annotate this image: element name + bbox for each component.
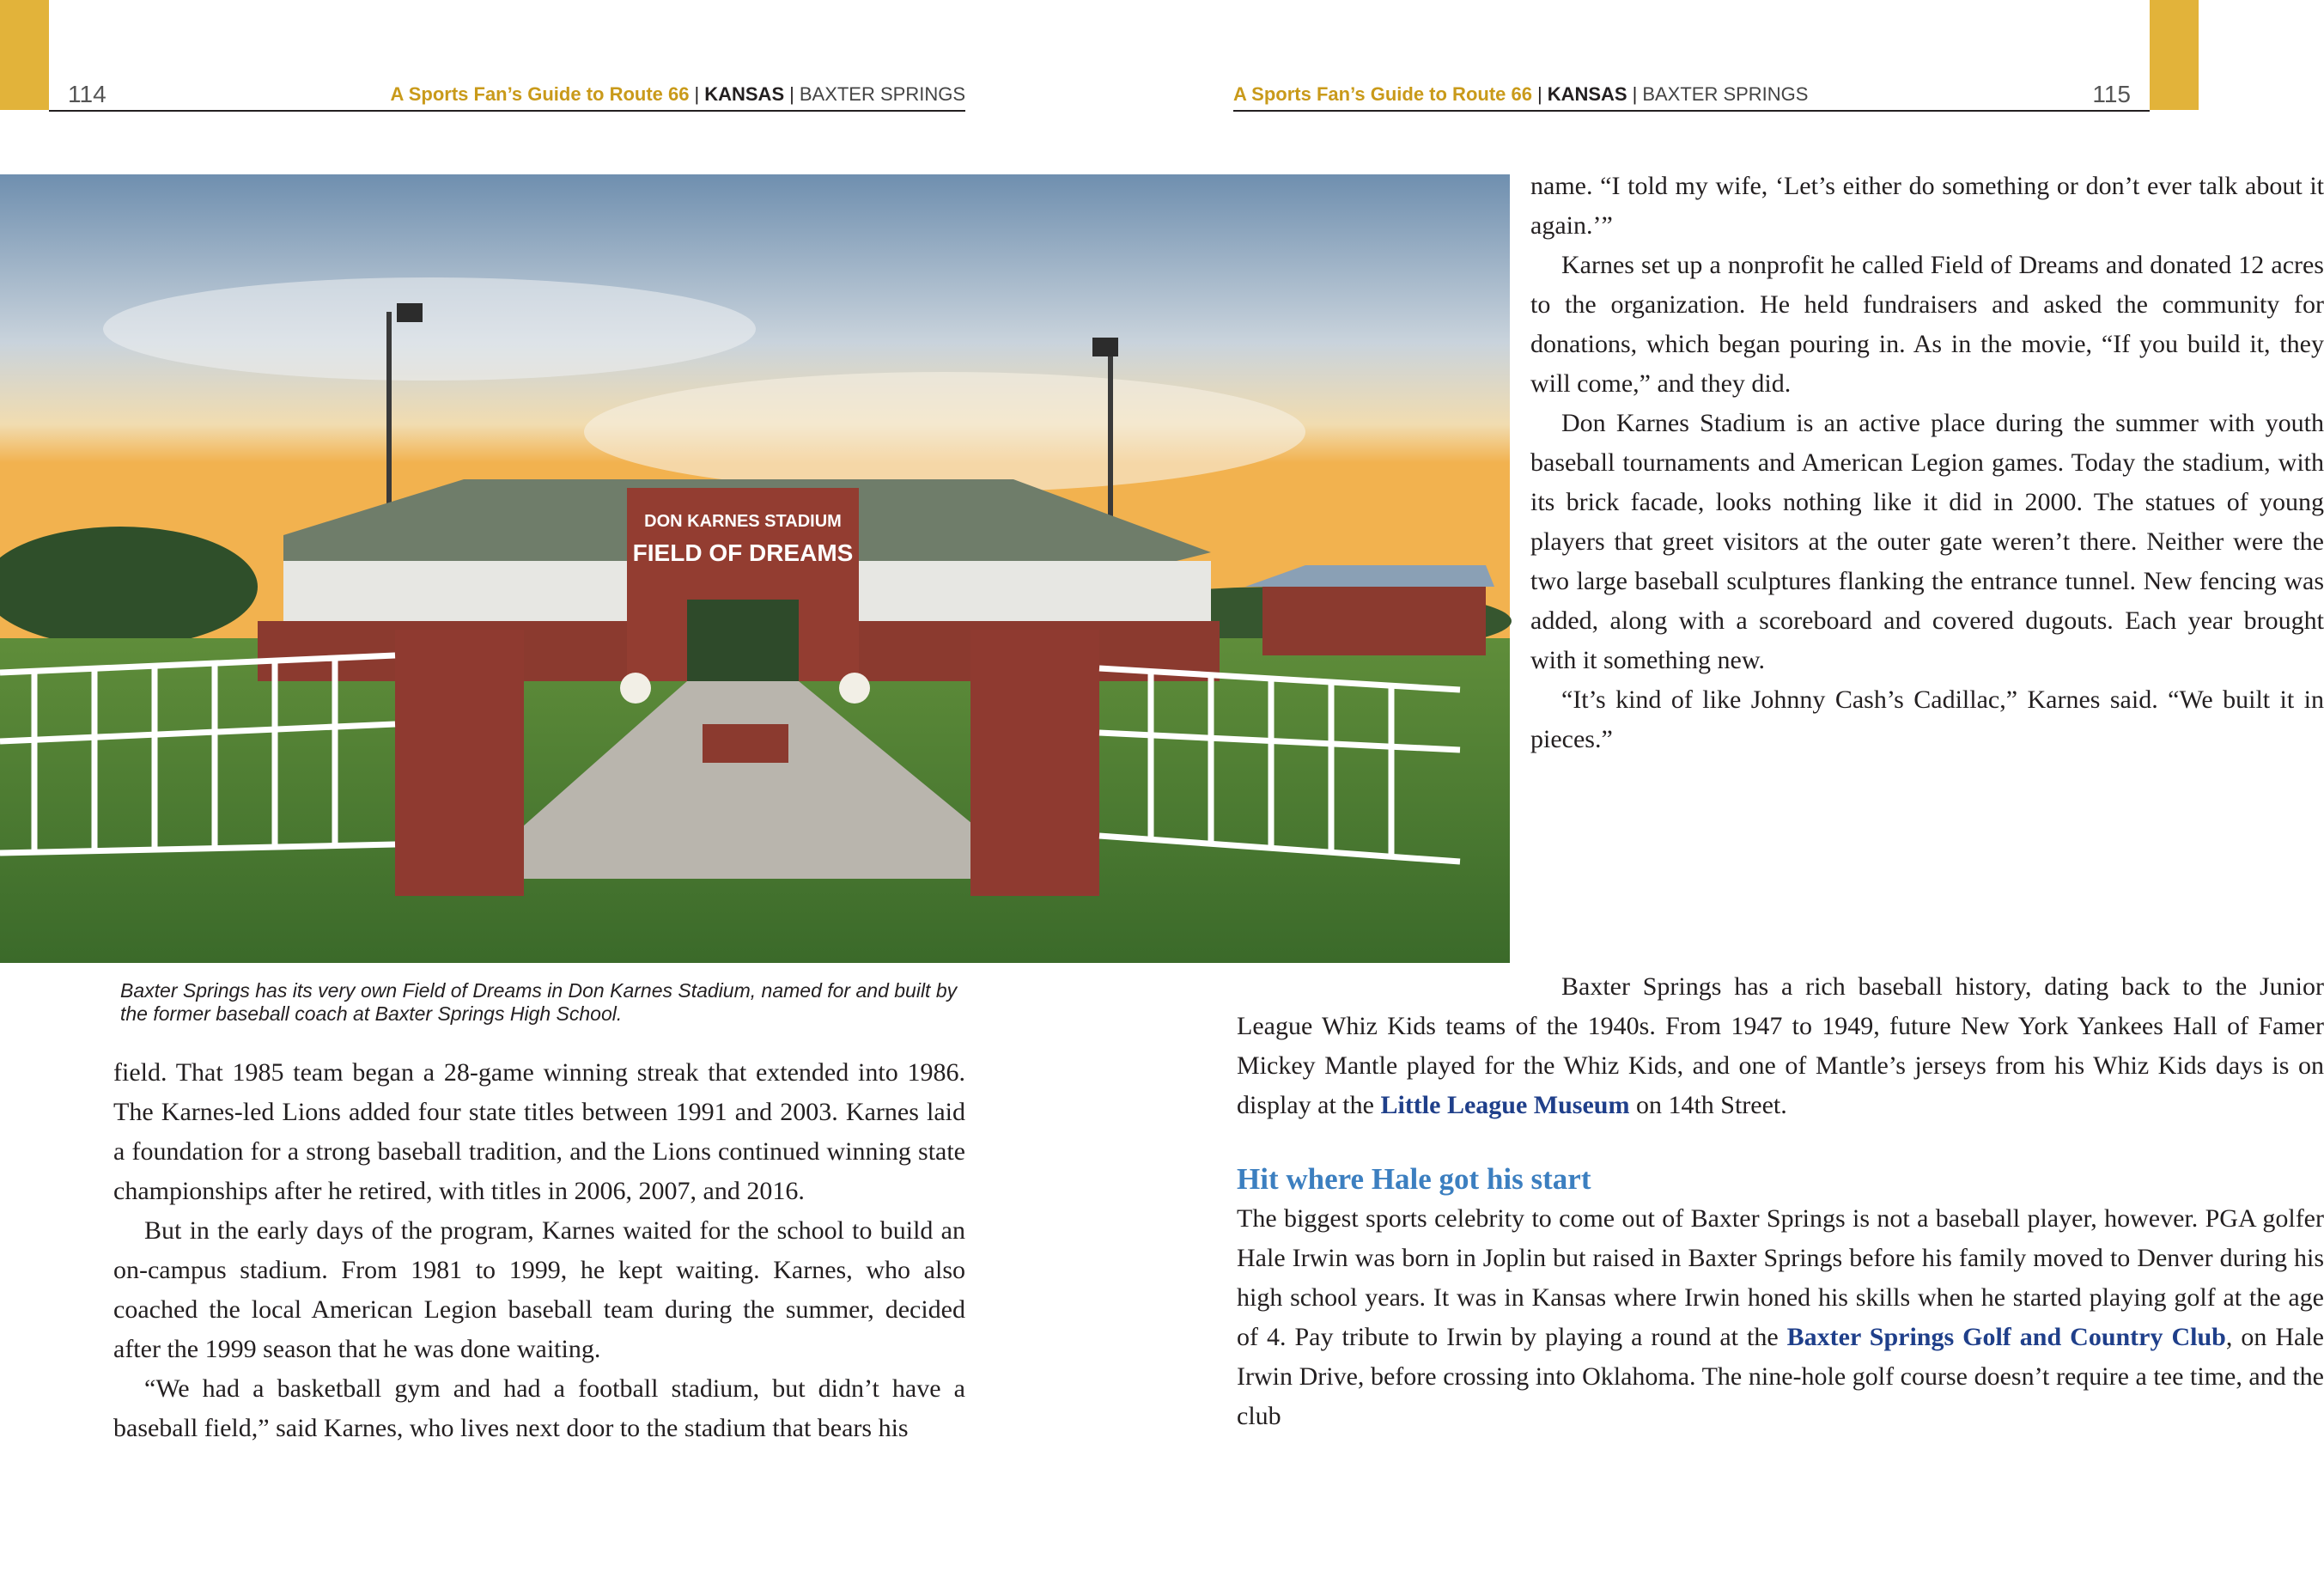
right-column-bottom — [1237, 967, 2324, 1436]
paragraph: “We had a basketball gym and had a football stadium, but didn’t have a baseball field,” said Karnes, who lives next door to the stadium that bears his — [113, 1374, 965, 1442]
section-heading: Hit where Hale got his start — [1237, 1162, 1591, 1196]
golf-club-link[interactable]: Baxter Springs Golf and Country Club — [1786, 1323, 2226, 1351]
stadium-sign-title: FIELD OF DREAMS — [632, 539, 854, 566]
paragraph: “It’s kind of like Johnny Cash’s Cadillac,” Karnes said. “We built it in pieces.” — [1530, 685, 2324, 753]
running-head — [1233, 81, 1808, 108]
photo-caption: Baxter Springs has its very own Field of Dreams in Don Karnes Stadium, named for and built by the former baseball coach at Baxter Springs High School. — [120, 979, 958, 1025]
home-plate-monument — [703, 724, 788, 763]
light-fixture — [397, 303, 423, 322]
paragraph: Karnes set up a nonprofit he called Field of Dreams and donated 12 acres to the organization. He held fundraisers and asked the community for donations, which began pouring in. As in the movie, “If you build it, they will come,” and they did. — [1530, 251, 2324, 398]
page-header — [1233, 79, 2150, 112]
chapter-tab — [2150, 0, 2199, 110]
chapter-tab — [0, 0, 49, 110]
little-league-museum-link[interactable]: Little League Museum — [1380, 1091, 1630, 1119]
page-header — [49, 79, 965, 112]
running-head-separator: | — [1632, 83, 1638, 105]
running-head-book: A Sports Fan’s Guide to Route 66 — [1233, 83, 1532, 105]
brick-pillar — [395, 630, 524, 896]
running-head-state: KANSAS — [704, 83, 785, 105]
paragraph-text: on 14th Street. — [1629, 1091, 1787, 1119]
paragraph-text: , on Hale Irwin Drive, before crossing into Oklahoma. The nine-hole golf course doesn’t require a tee time, and the club — [1237, 1323, 2324, 1430]
baseball-sculpture — [620, 673, 651, 704]
paragraph: name. “I told my wife, ‘Let’s either do something or don’t ever talk about it again.’” — [1530, 172, 2324, 240]
running-head-state: KANSAS — [1547, 83, 1627, 105]
running-head-separator: | — [1536, 83, 1542, 105]
running-head — [391, 81, 965, 108]
right-page — [1099, 0, 2324, 1596]
right-column-top — [1530, 167, 2324, 759]
paragraph — [1237, 1199, 2324, 1436]
brick-pillar — [970, 630, 1099, 896]
paragraph: field. That 1985 team began a 28-game winning streak that extended into 1986. The Karnes-led Lions added four state titles between 1991 and 2003. Karnes laid a foundation for a strong baseball tradition, and the Lions continued winning state championships after he retired, with titles in 2006, 2007, and 2016. — [113, 1058, 965, 1205]
running-head-separator: | — [694, 83, 700, 105]
paragraph: Don Karnes Stadium is an active place during the summer with youth baseball tournaments and American Legion games. Today the stadium, with its brick facade, looks nothing like it did in 2000. The statues of young players that greet visitors at the outer gate weren’t there. Neither were the two large baseball sculptures flanking the entrance tunnel. New fencing was added, along with a scoreboard and covered dugouts. Each year brought with it something new. — [1530, 409, 2324, 674]
entrance-tunnel — [687, 600, 799, 681]
paragraph-text: The biggest sports celebrity to come out of Baxter Springs is not a baseball player, however. PGA golfer Hale Irwin was born in Joplin but raised in Baxter Springs before his family moved to Denver during his high school years. It was in Kansas where Irwin honed his skills when he started playing golf at the age of 4. Pay tribute to Irwin by playing a round at the — [1237, 1204, 2324, 1351]
page-number: 115 — [2092, 81, 2131, 107]
stadium-sign-name: DON KARNES STADIUM — [644, 512, 842, 531]
left-column — [113, 1053, 965, 1448]
running-head-book: A Sports Fan’s Guide to Route 66 — [390, 83, 690, 105]
running-head-separator: | — [789, 83, 794, 105]
paragraph — [1237, 967, 2324, 1125]
running-head-city: BAXTER SPRINGS — [1642, 83, 1809, 105]
paragraph: But in the early days of the program, Karnes waited for the school to build an on-campus stadium. From 1981 to 1999, he kept waiting. Karnes, who also coached the local American Legion baseball team during the summer, decided after the 1999 season that he was done waiting. — [113, 1216, 965, 1363]
paragraph-text: Baxter Springs has a rich baseball history, dating back to the Junior League Whiz Kids teams of the 1940s. From 1947 to 1949, future New York Yankees Hall of Famer Mickey Mantle played for the Whiz Kids, and one of Mantle’s jerseys from his Whiz Kids days is on display at the — [1237, 972, 2324, 1119]
baseball-sculpture — [839, 673, 870, 704]
running-head-city: BAXTER SPRINGS — [799, 83, 965, 105]
cloud — [103, 277, 756, 381]
page-number: 114 — [68, 81, 106, 107]
